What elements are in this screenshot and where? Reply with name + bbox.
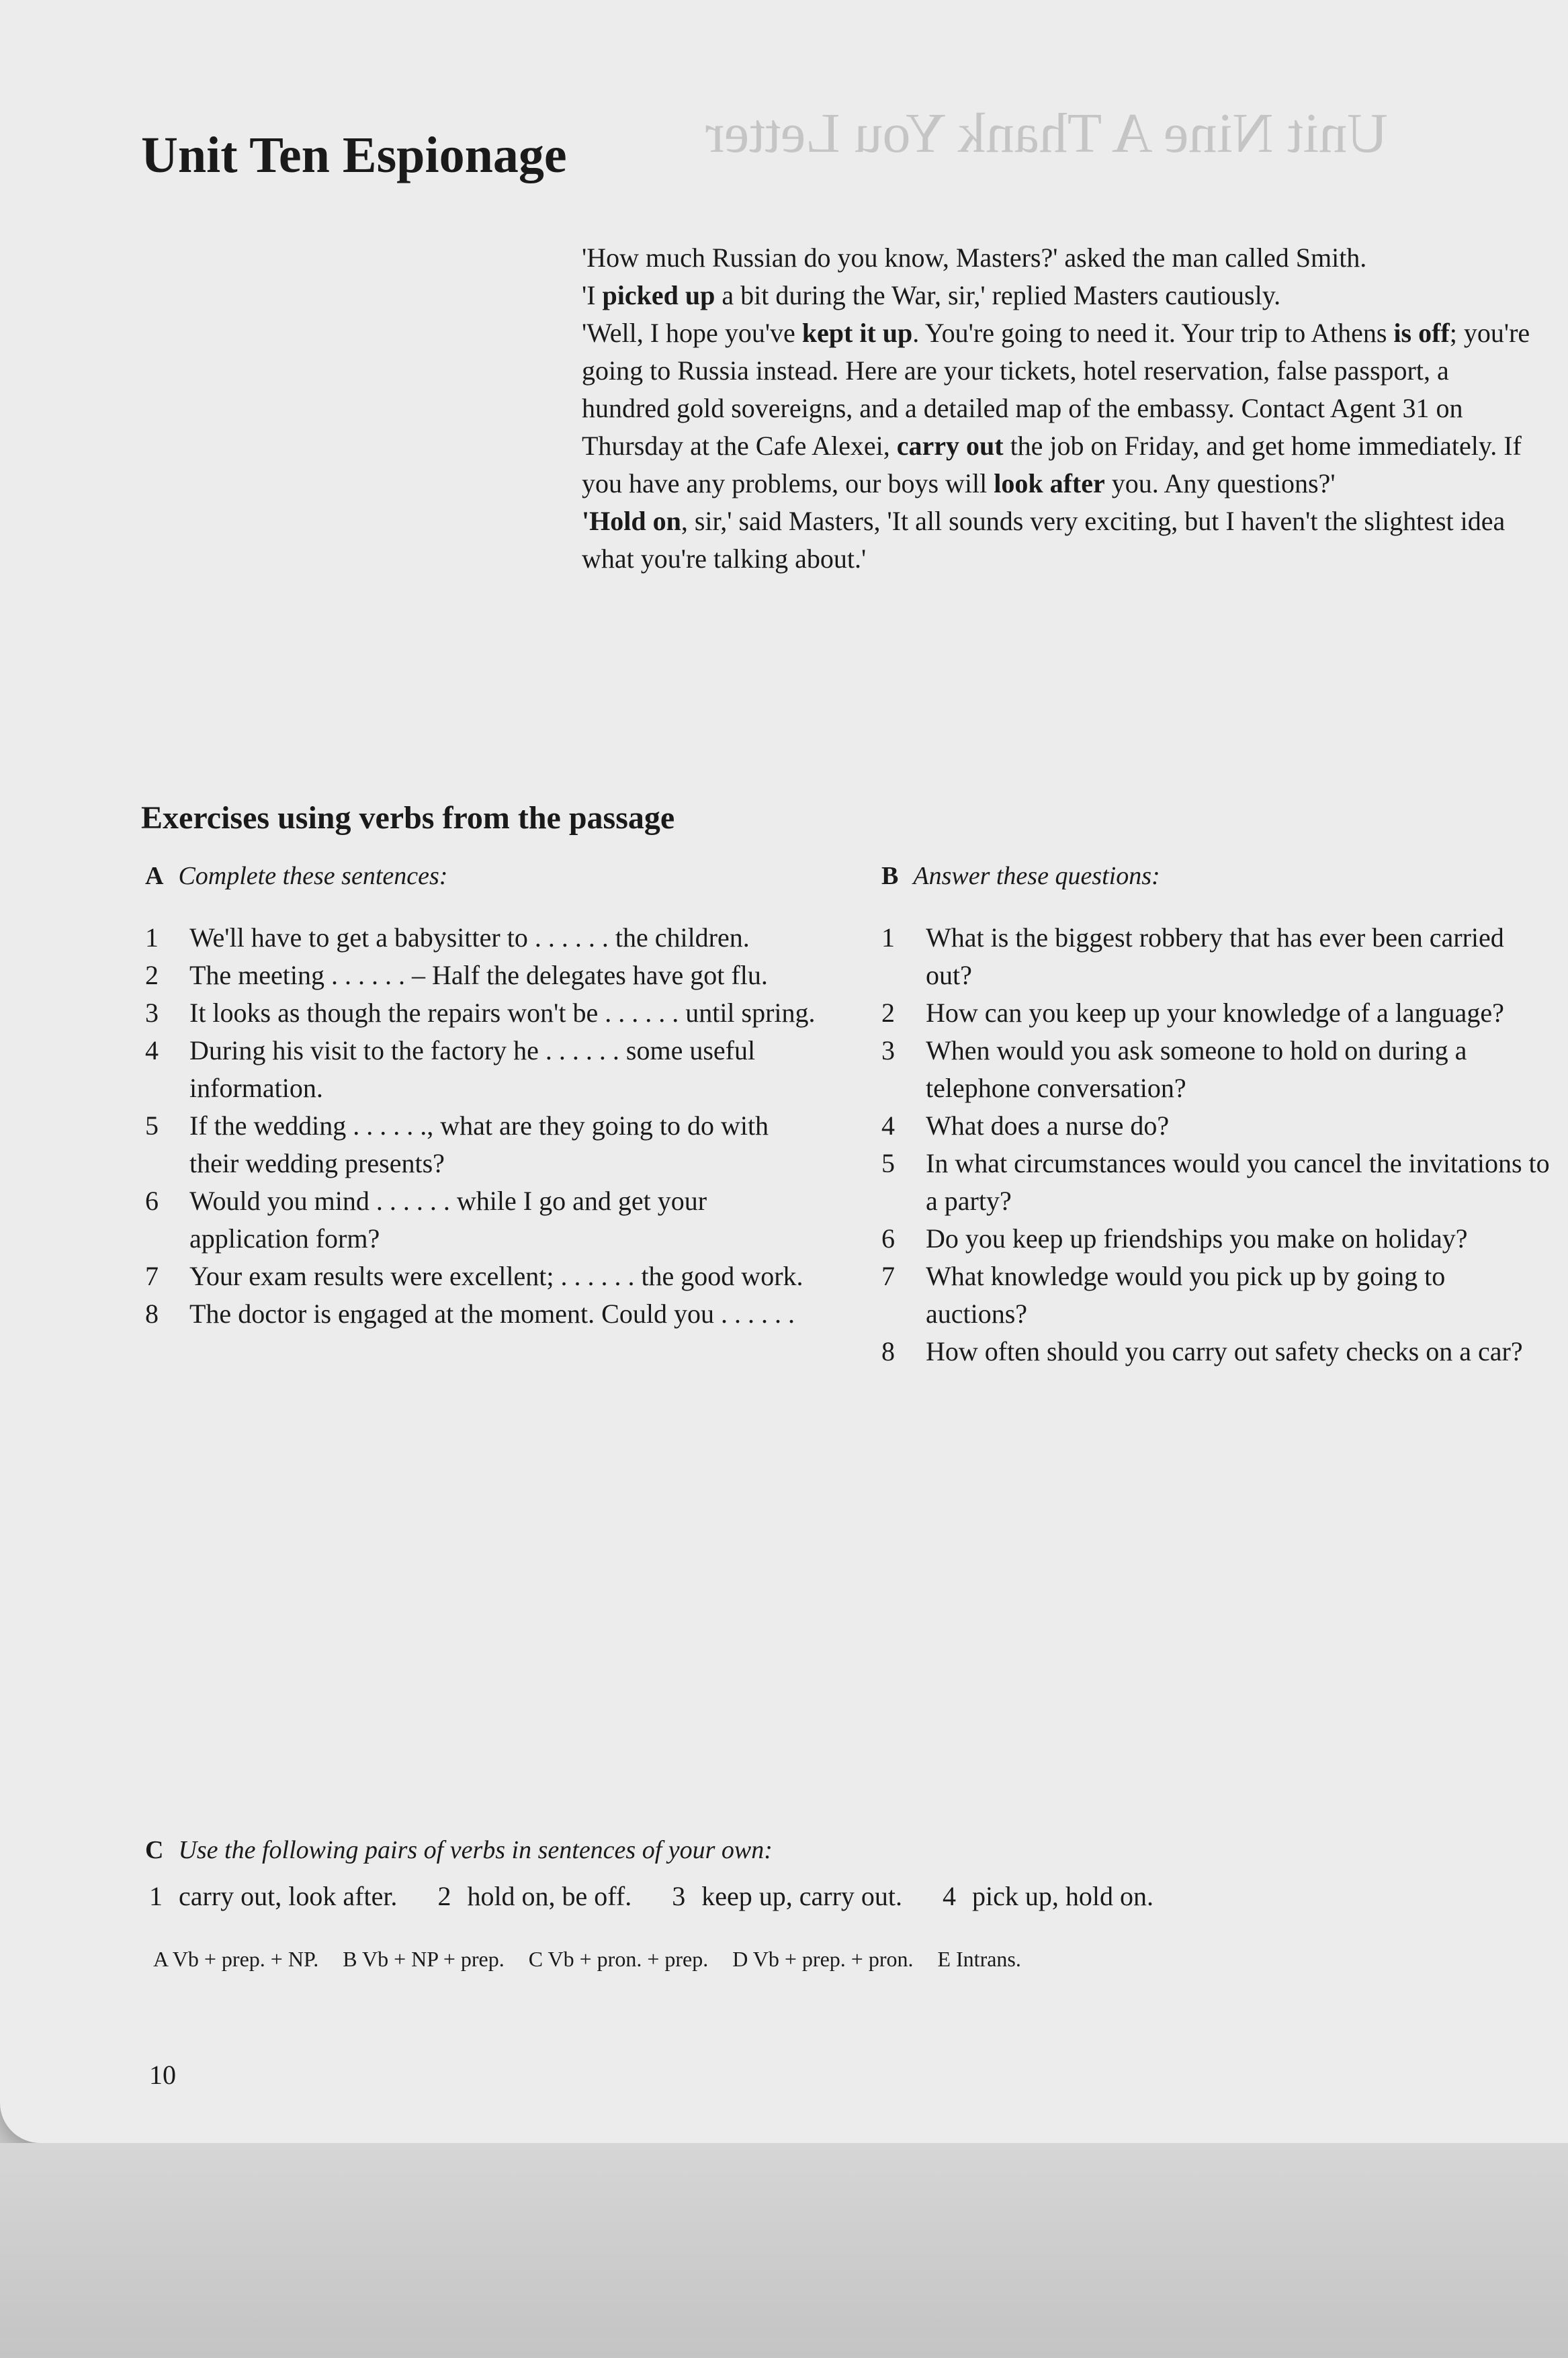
section-a-list <box>145 919 817 1333</box>
list-item: 4 What does a nurse do? <box>881 1110 1170 1141</box>
phrasal-verb: kept it up <box>801 318 913 348</box>
passage-paragraph-3: 'Well, I hope you've kept it up. You're going to need it. Your trip to Athens is off; you're going to Russia instead. Here are your tickets, hotel reservation, false passport, a hundred gold sovereigns, and a detailed map of the embassy. Contact Agent 31 on Thursday at the Cafe Alexei, carry out the job on Friday, and get home immediately. If you have any problems, our boys will look after you. Any questions?' <box>582 318 1530 498</box>
section-c-heading <box>145 1835 773 1865</box>
key-item: E Intrans. <box>937 1947 1021 1971</box>
verb-pair: pick up, hold on. <box>972 1881 1153 1911</box>
verb-pair: carry out, look after. <box>179 1881 398 1911</box>
list-item: 3 It looks as though the repairs won't be . . . . . . until spring. <box>145 998 816 1028</box>
list-item: 2 How can you keep up your knowledge of a language? <box>881 998 1504 1028</box>
list-item: 8 The doctor is engaged at the moment. Could you . . . . . . <box>145 1299 795 1329</box>
section-a-heading <box>145 861 447 891</box>
list-item: 8 How often should you carry out safety checks on a car? <box>881 1336 1523 1366</box>
phrasal-verb: carry out <box>896 431 1004 461</box>
reading-passage <box>582 239 1536 578</box>
list-item: 6 Would you mind . . . . . . while I go and get your application form? <box>145 1186 707 1254</box>
section-b-heading <box>881 861 1160 891</box>
phrasal-verb: 'Hold on <box>582 506 681 536</box>
show-through-text: Unit Nine A Thank You Letter <box>705 102 1388 165</box>
page-number: 10 <box>149 2060 176 2090</box>
list-item: 1 We'll have to get a babysitter to . . . . . . the children. <box>145 922 750 953</box>
passage-paragraph-1: 'How much Russian do you know, Masters?' asked the man called Smith. <box>582 243 1367 273</box>
grammar-key <box>153 1947 1045 1972</box>
section-letter: A <box>145 862 164 890</box>
section-instruction: Complete these sentences: <box>178 862 448 890</box>
key-item: B Vb + NP + prep. <box>343 1947 505 1971</box>
passage-paragraph-4: 'Hold on, sir,' said Masters, 'It all sounds very exciting, but I haven't the slightest idea what you're talking about.' <box>582 506 1506 574</box>
list-item: 6 Do you keep up friendships you make on holiday? <box>881 1223 1468 1254</box>
phrasal-verb: picked up <box>602 280 715 310</box>
list-item: 7 What knowledge would you pick up by going to auctions? <box>881 1261 1446 1329</box>
section-letter: C <box>145 1836 164 1864</box>
key-item: A Vb + prep. + NP. <box>153 1947 319 1971</box>
list-item: 1 What is the biggest robbery that has ever been carried out? <box>881 922 1504 990</box>
phrasal-verb: is off <box>1393 318 1450 348</box>
key-item: C Vb + pron. + prep. <box>528 1947 709 1971</box>
background-page-below <box>0 2143 1568 2358</box>
section-letter: B <box>881 862 899 890</box>
verb-pairs: 1 carry out, look after. 2 hold on, be off. 3 keep up, carry out. 4 pick up, hold on. <box>149 1878 1194 1915</box>
list-item: 2 The meeting . . . . . . – Half the delegates have got flu. <box>145 960 768 990</box>
list-item: 4 During his visit to the factory he . . . . . . some useful information. <box>145 1035 756 1103</box>
passage-paragraph-2: 'I picked up a bit during the War, sir,' replied Masters cautiously. <box>582 280 1281 310</box>
exercises-heading: Exercises using verbs from the passage <box>141 800 675 836</box>
list-item: 3 When would you ask someone to hold on during a telephone conversation? <box>881 1035 1467 1103</box>
list-item: 7 Your exam results were excellent; . . . . . . the good work. <box>145 1261 803 1291</box>
verb-pair: keep up, carry out. <box>701 1881 903 1911</box>
section-b-list <box>881 919 1553 1370</box>
list-item: 5 If the wedding . . . . . ., what are they going to do with their wedding presents? <box>145 1110 769 1178</box>
unit-title: Unit Ten Espionage <box>141 127 567 183</box>
section-instruction: Use the following pairs of verbs in sentences of your own: <box>178 1836 773 1864</box>
section-instruction: Answer these questions: <box>913 862 1160 890</box>
list-item: 5 In what circumstances would you cancel the invitations to a party? <box>881 1148 1550 1216</box>
key-item: D Vb + prep. + pron. <box>732 1947 914 1971</box>
verb-pair: hold on, be off. <box>467 1881 632 1911</box>
phrasal-verb: look after <box>994 468 1105 498</box>
